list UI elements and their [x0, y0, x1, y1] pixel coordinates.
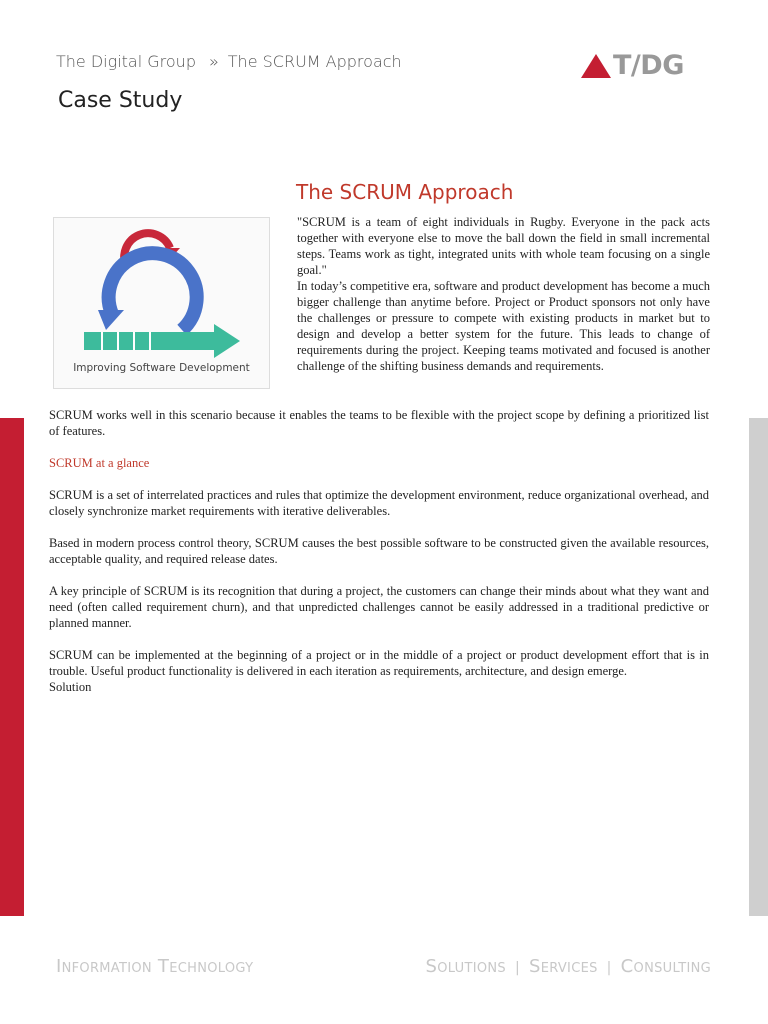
body-paragraph: SCRUM works well in this scenario because it enables the teams to be flexible with the project scope by defining a prioritized list of features.: [49, 408, 709, 438]
section-heading: The SCRUM Approach: [296, 180, 514, 204]
figure-caption: Improving Software Development: [73, 362, 250, 374]
solution-label: Solution: [49, 680, 92, 694]
footer-item-services: Services: [529, 956, 598, 977]
subheading-scrum-at-a-glance: SCRUM at a glance: [49, 456, 150, 470]
logo-triangle-icon: [580, 52, 612, 80]
scrum-cycle-figure: [53, 217, 270, 389]
left-accent-bar: [0, 418, 24, 916]
logo-text: T/DG: [613, 50, 684, 81]
intro-text: [297, 214, 710, 374]
company-logo: [580, 52, 705, 84]
body-paragraph: SCRUM can be implemented at the beginning of a project or in the middle of a project or product development effort that is in trouble. Useful product functionality is delivered in each iteration as requirements, architecture, and design emerge.: [49, 648, 709, 678]
breadcrumb-root[interactable]: The Digital Group: [56, 52, 196, 71]
right-accent-bar: [749, 418, 768, 916]
breadcrumb-separator: »: [208, 52, 219, 71]
footer-tagline: Information Technology: [56, 956, 254, 977]
body-text: [49, 407, 709, 695]
intro-quote: "SCRUM is a team of eight individuals in Rugby. Everyone in the pack acts together with everyone else to move the ball down the field in small incremental steps. Teams work as tight, integrated units with whole team focusing on a single goal.": [297, 215, 710, 277]
breadcrumb: [56, 52, 402, 71]
footer-item-solutions: Solutions: [425, 956, 506, 977]
body-paragraph: Based in modern process control theory, SCRUM causes the best possible software to be constructed given the available resources, acceptable quality, and required release dates.: [49, 536, 709, 566]
page-title: Case Study: [58, 88, 183, 113]
footer-divider: |: [514, 960, 520, 976]
footer-item-consulting: Consulting: [620, 956, 711, 977]
body-paragraph: SCRUM is a set of interrelated practices and rules that optimize the development environment, reduce organizational overhead, and closely synchronize market requirements with iterative deliverables.: [49, 488, 709, 518]
body-paragraph: A key principle of SCRUM is its recognition that during a project, the customers can change their minds about what they want and need (often called requirement churn), and that unpredicted challenges cannot be easily addressed in a traditional predictive or planned manner.: [49, 584, 709, 630]
intro-paragraph: In today’s competitive era, software and product development has become a much bigger challenge than anytime before. Project or Product sponsors not only have the challenges or pressure to compete with existing products in market but to design and develop a better system for the future. This leads to change of requirements during the project. Keeping teams motivated and focused is another challenge of the shifting business demands and requirements.: [297, 279, 710, 373]
footer-divider: |: [606, 960, 612, 976]
breadcrumb-current: The SCRUM Approach: [227, 52, 402, 71]
footer-services: [426, 956, 711, 977]
